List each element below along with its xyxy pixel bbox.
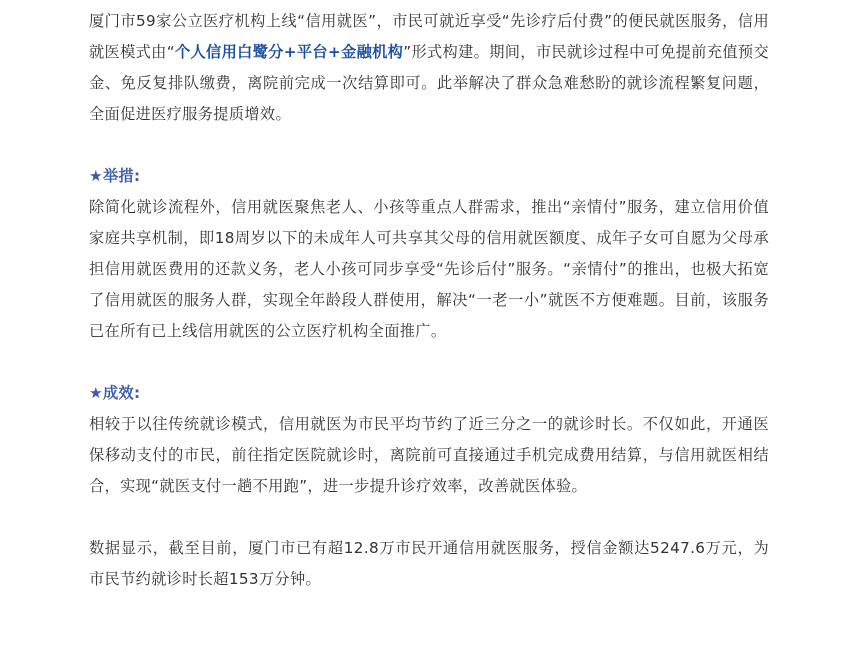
measures-heading <box>89 161 769 192</box>
star-icon: ★ <box>89 167 103 185</box>
intro-text-start: 厦门市59家公立医疗机构上线“信用就医”，市民可就近享受“先诊疗后付费”的便民就医服务，信用就医模式由“ <box>89 12 769 61</box>
intro-text-end: ”形式构建。期间，市民就诊过程中可免提前充值预交金、免反复排队缴费，离院前完成一次结算即可。此举解决了群众急难愁盼的就诊流程繁复问题，全面促进医疗服务提质增效。 <box>89 43 770 123</box>
results-paragraph: 相较于以往传统就诊模式，信用就医为市民平均节约了近三分之一的就诊时长。不仅如此，开通医保移动支付的市民，前往指定医院就诊时，离院前可直接通过手机完成费用结算，与信用就医相结合，实现“就医支付一趟不用跑”，进一步提升诊疗效率，改善就医体验。 <box>89 415 769 495</box>
results-heading-colon: : <box>134 384 141 402</box>
results-heading-label: 成效 <box>102 384 135 402</box>
article-body <box>89 6 769 595</box>
credit-model-highlight: 个人信用白鹭分+平台+金融机构 <box>174 43 404 61</box>
paragraph-spacer <box>89 502 769 533</box>
star-icon: ★ <box>89 384 103 402</box>
paragraph-spacer <box>89 347 769 378</box>
measures-heading-colon: : <box>134 167 141 185</box>
data-summary-paragraph: 数据显示，截至目前，厦门市已有超12.8万市民开通信用就医服务，授信金额达5247.6万元，为市民节约就诊时长超153万分钟。 <box>89 539 769 588</box>
measures-paragraph: 除简化就诊流程外，信用就医聚焦老人、小孩等重点人群需求，推出“亲情付”服务，建立信用价值家庭共享机制，即18周岁以下的未成年人可共享其父母的信用就医额度、成年子女可自愿为父母承担信用就医费用的还款义务，老人小孩可同步享受“先诊后付”服务。“亲情付”的推出，也极大拓宽了信用就医的服务人群，实现全年龄段人群使用，解决“一老一小”就医不方便难题。目前，该服务已在所有已上线信用就医的公立医疗机构全面推广。 <box>89 198 769 340</box>
intro-paragraph <box>89 6 769 130</box>
paragraph-spacer <box>89 130 769 161</box>
measures-heading-label: 举措 <box>102 167 135 185</box>
results-heading <box>89 378 769 409</box>
